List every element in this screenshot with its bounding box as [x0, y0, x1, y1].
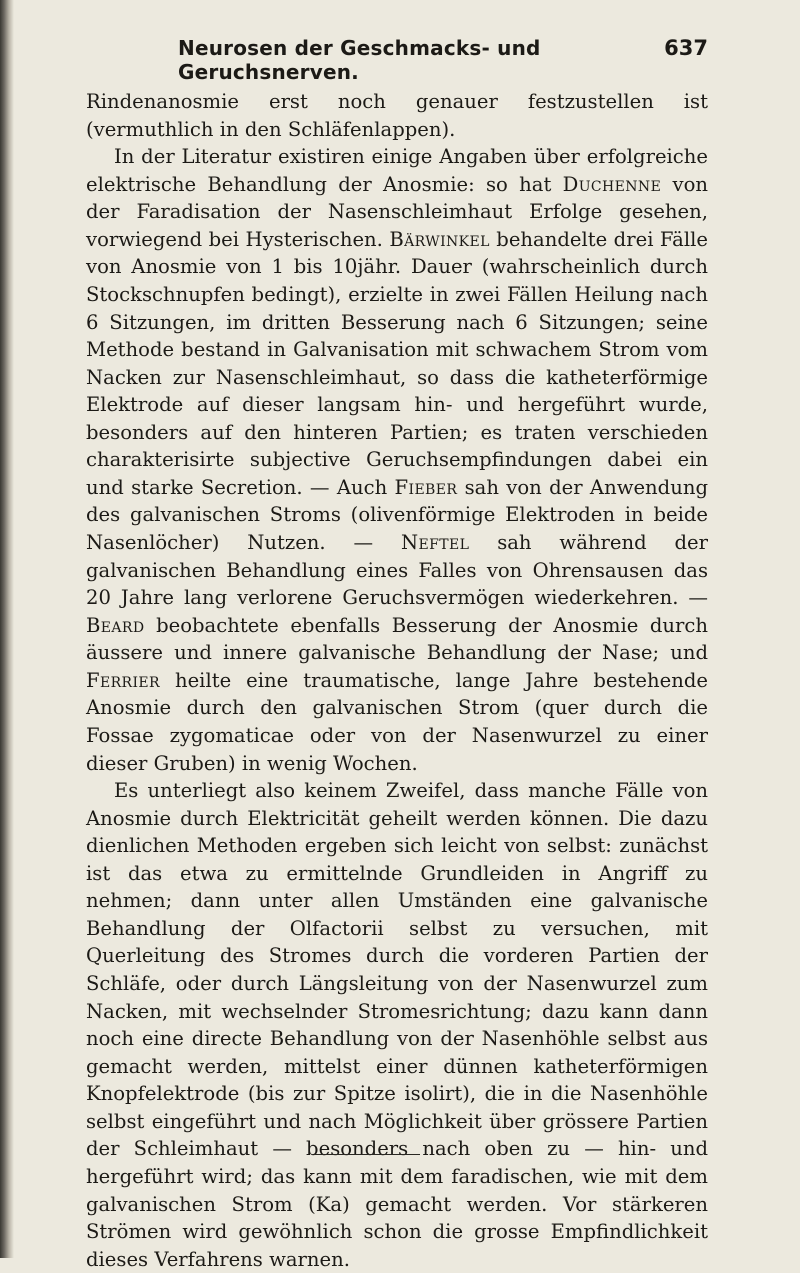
text-run: Rindenanosmie erst noch genauer festzustellen ist (vermuthlich in den Schläfenlappen).: [86, 90, 708, 141]
author-name: Beard: [86, 613, 145, 637]
author-name: Fieber: [394, 475, 458, 499]
text-run: Es unterliegt also keinem Zweifel, dass manche Fälle von Anosmie durch Elektricität geheilt werden können. Die dazu dienlichen Methoden ergeben sich leicht von selbst: zunächst ist das etwa zu ermittelnde Grundleiden in Angriff zu nehmen; dann unter allen Umständen eine galvanische Behandlung der Olfactorii selbst zu versuchen, mit Querleitung des Stromes durch die vorderen Partien der Schläfe, oder durch Längsleitung von der Nasenwurzel zum Nacken, mit wechselnder Stromesrichtung; dazu kann dann noch eine directe Behandlung von der Nasenhöhle selbst aus gemacht werden, mittelst einer dünnen katheterförmigen Knopfelektrode (bis zur Spitze isolirt), die in die Nasenhöhle selbst eingeführt und nach Möglichkeit über grössere Partien der Schleimhaut — besonders nach oben zu — hin- und hergeführt wird; das kann mit dem faradischen, wie mit dem galvanischen Strom (Ka) gemacht werden. Vor stärkeren Strömen wird gewöhnlich schon die grosse Empfindlichkeit dieses Verfahrens warnen.: [86, 779, 708, 1271]
text-run: beobachtete ebenfalls Besserung der Anosmie durch äussere und innere galvanische Behandlung der Nase; und: [86, 613, 708, 665]
running-head: Neurosen der Geschmacks- und Geruchsnerven.: [178, 36, 541, 84]
author-name: Bärwinkel: [389, 227, 490, 251]
page-binding-edge: [0, 0, 14, 1258]
text-run: sah von der Anwendung des galvanischen Stroms (olivenförmige Elektroden in beide Nasenlöcher) Nutzen. —: [86, 475, 709, 554]
paragraph: [86, 777, 708, 1273]
text-run: behandelte drei Fälle von Anosmie von 1 bis 10jähr. Dauer (wahrscheinlich durch Stockschnupfen bedingt), erzielte in zwei Fällen Heilung nach 6 Sitzungen, im dritten Besserung nach 6 Sitzungen; seine Methode bestand in Galvanisation mit schwachem Strom vom Nacken zur Nasenschleimhaut, so dass die katheterförmige Elektrode auf dieser langsam hin- und hergeführt wurde, besonders auf den hinteren Partien; es traten verschieden charakterisirte subjective Geruchsempfindungen dabei ein und starke Secretion. — Auch: [86, 227, 708, 499]
author-name: Neftel: [400, 531, 470, 554]
author-name: Duchenne: [562, 172, 662, 196]
page-header: [86, 36, 708, 84]
page-number: 637: [664, 36, 708, 60]
author-name: Ferrier: [86, 668, 160, 692]
text-run: von der Faradisation der Nasenschleimhaut Erfolge gesehen, vorwiegend bei Hysterischen.: [86, 172, 708, 251]
body-text: [86, 88, 708, 1273]
paragraph: [86, 88, 708, 143]
text-run: In der Literatur existiren einige Angaben über erfolgreiche elektrische Behandlung der Anosmie: so hat: [86, 145, 708, 196]
text-run: heilte eine traumatische, lange Jahre bestehende Anosmie durch den galvanischen Strom (quer durch die Fossae zygomaticae oder von der Nasenwurzel zu einer dieser Gruben) in wenig Wochen.: [86, 668, 708, 775]
section-end-rule: [314, 1154, 420, 1155]
text-run: sah während der galvanischen Behandlung eines Falles von Ohrensausen das 20 Jahre lang verlorene Geruchsvermögen wiederkehren. —: [86, 531, 708, 610]
paragraph: [86, 143, 708, 777]
